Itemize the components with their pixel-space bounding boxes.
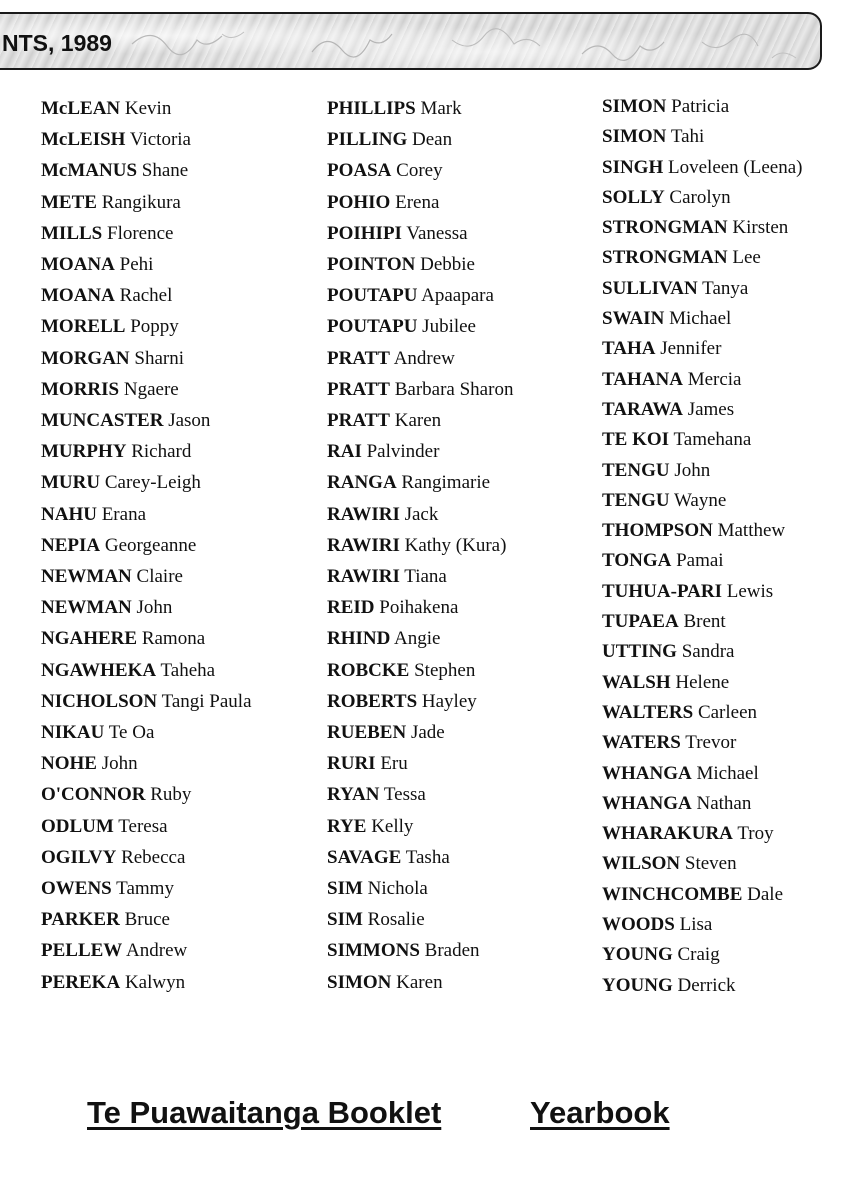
surname: RHIND	[327, 628, 391, 650]
given-name: Georgeanne	[104, 534, 197, 556]
given-name: Hayley	[421, 690, 477, 712]
given-name: Tamehana	[673, 429, 752, 451]
given-name: Sandra	[681, 641, 735, 663]
surname: MOANA	[41, 254, 115, 276]
given-name: Bruce	[124, 909, 170, 931]
name-entry	[602, 365, 803, 395]
surname: POUTAPU	[327, 316, 418, 338]
given-name: Palvinder	[366, 441, 440, 463]
surname: WATERS	[602, 732, 681, 754]
given-name: Michael	[669, 308, 732, 330]
name-entry	[41, 467, 252, 498]
given-name: Matthew	[717, 520, 786, 542]
surname: SIMON	[602, 126, 667, 148]
surname: NIKAU	[41, 722, 105, 744]
surname: SINGH	[602, 156, 664, 178]
surname: PHILLIPS	[327, 98, 416, 119]
marble-texture	[0, 14, 822, 70]
name-entry	[327, 967, 513, 998]
surname: POUTAPU	[327, 285, 418, 307]
surname: RAWIRI	[327, 503, 400, 525]
given-name: Andrew	[393, 347, 455, 369]
given-name: Loveleen (Leena)	[668, 156, 803, 178]
given-name: Victoria	[129, 129, 191, 151]
name-entry	[327, 779, 513, 810]
name-entry	[327, 467, 513, 498]
given-name: Vanessa	[406, 222, 468, 244]
name-entry	[602, 637, 803, 667]
surname: MORELL	[41, 316, 126, 338]
surname: ROBERTS	[327, 690, 418, 712]
surname: WOODS	[602, 914, 675, 936]
name-entry	[327, 811, 513, 842]
name-entry	[41, 530, 252, 561]
surname: TENGU	[602, 459, 670, 481]
given-name: Karen	[394, 410, 442, 432]
name-entry	[602, 456, 803, 486]
name-entry	[602, 668, 803, 698]
name-entry	[602, 546, 803, 576]
name-entry	[602, 880, 803, 910]
given-name: Carleen	[697, 701, 758, 723]
given-name: Helene	[675, 671, 730, 693]
surname: MORGAN	[41, 347, 130, 369]
surname: POHIO	[327, 191, 391, 213]
given-name: Barbara Sharon	[394, 378, 514, 400]
name-entry	[327, 842, 513, 873]
surname: NEWMAN	[41, 566, 132, 588]
surname: MOANA	[41, 285, 115, 307]
name-entry	[602, 910, 803, 940]
name-entry	[602, 122, 803, 152]
names-column-1	[41, 93, 252, 998]
given-name: Sharni	[134, 347, 185, 369]
name-entry	[41, 873, 252, 904]
surname: YOUNG	[602, 944, 673, 966]
name-entry	[602, 759, 803, 789]
name-entry	[327, 499, 513, 530]
given-name: Taheha	[160, 659, 216, 681]
name-entry	[602, 819, 803, 849]
given-name: John	[674, 459, 711, 481]
surname: REID	[327, 597, 375, 619]
surname: SOLLY	[602, 186, 665, 208]
surname: SIM	[327, 878, 363, 900]
name-entry	[327, 155, 513, 186]
name-entry	[327, 280, 513, 311]
given-name: Rachel	[119, 285, 173, 307]
surname: POINTON	[327, 254, 416, 276]
name-entry	[41, 842, 252, 873]
given-name: Nichola	[367, 878, 428, 900]
given-name: Dale	[747, 883, 784, 905]
name-entry	[41, 280, 252, 311]
name-entry	[327, 748, 513, 779]
surname: O'CONNOR	[41, 784, 146, 806]
given-name: Tessa	[383, 784, 426, 806]
surname: RURI	[327, 753, 376, 775]
given-name: Steven	[684, 853, 737, 875]
name-entry	[602, 971, 803, 1001]
surname: WALSH	[602, 671, 671, 693]
given-name: Poihakena	[379, 597, 459, 619]
given-name: Craig	[677, 944, 720, 966]
name-entry	[327, 904, 513, 935]
name-entry	[327, 717, 513, 748]
name-entry	[602, 274, 803, 304]
surname: SIMMONS	[327, 940, 420, 962]
names-column-3	[602, 92, 803, 1001]
name-entry	[327, 249, 513, 280]
surname: WHANGA	[602, 762, 692, 784]
surname: TUHUA-PARI	[602, 580, 722, 602]
name-entry	[41, 374, 252, 405]
surname: POIHIPI	[327, 222, 402, 244]
name-entry	[602, 243, 803, 273]
name-entry	[327, 436, 513, 467]
surname: WHARAKURA	[602, 823, 733, 845]
given-name: Richard	[131, 441, 192, 463]
given-name: Tammy	[116, 878, 174, 900]
surname: NEPIA	[41, 534, 101, 556]
name-entry	[327, 374, 513, 405]
given-name: Kevin	[124, 98, 172, 119]
surname: OGILVY	[41, 846, 117, 868]
given-name: Brent	[683, 611, 726, 633]
surname: MURPHY	[41, 441, 127, 463]
given-name: Derrick	[677, 974, 736, 996]
te-puawaitanga-booklet-link[interactable]: Te Puawaitanga Booklet	[87, 1095, 442, 1130]
given-name: Andrew	[126, 940, 188, 962]
given-name: Lee	[732, 247, 761, 269]
given-name: Mercia	[687, 368, 742, 390]
surname: PRATT	[327, 347, 390, 369]
name-entry	[41, 93, 252, 124]
name-entry	[41, 623, 252, 654]
names-column-2	[327, 93, 513, 998]
given-name: Ramona	[141, 628, 206, 650]
name-entry	[602, 789, 803, 819]
given-name: Angie	[394, 628, 441, 650]
name-entry	[41, 592, 252, 623]
surname: NGAWHEKA	[41, 659, 157, 681]
name-entry	[41, 561, 252, 592]
surname: NAHU	[41, 503, 97, 525]
given-name: Shane	[141, 160, 189, 182]
given-name: Wayne	[674, 489, 727, 511]
given-name: Trevor	[685, 732, 737, 754]
surname: SWAIN	[602, 308, 665, 330]
surname: PARKER	[41, 909, 120, 931]
surname: RUEBEN	[327, 722, 407, 744]
name-entry	[327, 124, 513, 155]
name-entry	[41, 904, 252, 935]
surname: OWENS	[41, 878, 112, 900]
given-name: Eru	[380, 753, 408, 775]
given-name: Erena	[395, 191, 440, 213]
given-name: Pehi	[119, 254, 154, 276]
name-entry	[41, 748, 252, 779]
name-entry	[327, 873, 513, 904]
given-name: Carolyn	[669, 186, 731, 208]
surname: McMANUS	[41, 160, 138, 182]
surname: TONGA	[602, 550, 672, 572]
given-name: Poppy	[130, 316, 179, 338]
surname: TENGU	[602, 489, 670, 511]
given-name: Kalwyn	[124, 971, 186, 993]
name-entry	[327, 187, 513, 218]
given-name: Jason	[168, 410, 211, 432]
surname: MURU	[41, 472, 101, 494]
given-name: James	[687, 398, 735, 420]
surname: SULLIVAN	[602, 277, 698, 299]
name-entry	[327, 561, 513, 592]
name-entry	[41, 311, 252, 342]
name-entry	[41, 655, 252, 686]
name-entry	[327, 311, 513, 342]
name-entry	[327, 623, 513, 654]
surname: TAHA	[602, 338, 656, 360]
name-entry	[602, 304, 803, 334]
surname: TAHANA	[602, 368, 683, 390]
surname: PELLEW	[41, 940, 123, 962]
page-title: NTS, 1989	[2, 30, 112, 56]
given-name: Ngaere	[123, 378, 179, 400]
name-entry	[41, 218, 252, 249]
given-name: John	[101, 753, 138, 775]
surname: THOMPSON	[602, 520, 713, 542]
surname: STRONGMAN	[602, 247, 728, 269]
given-name: Tasha	[405, 846, 450, 868]
surname: SIM	[327, 909, 363, 931]
name-entry	[602, 849, 803, 879]
surname: WILSON	[602, 853, 681, 875]
name-entry	[41, 717, 252, 748]
given-name: Tangi Paula	[161, 690, 252, 712]
surname: RYAN	[327, 784, 380, 806]
name-entry	[602, 940, 803, 970]
surname: WALTERS	[602, 701, 694, 723]
given-name: Troy	[737, 823, 774, 845]
given-name: Pamai	[676, 550, 724, 572]
surname: NGAHERE	[41, 628, 138, 650]
surname: TE KOI	[602, 429, 670, 451]
marble-header-banner	[0, 12, 822, 70]
given-name: Kelly	[371, 815, 414, 837]
name-entry	[602, 153, 803, 183]
given-name: Michael	[696, 762, 759, 784]
given-name: Jade	[410, 722, 445, 744]
surname: MORRIS	[41, 378, 120, 400]
surname: RAWIRI	[327, 534, 400, 556]
surname: SIMON	[327, 971, 392, 993]
surname: ODLUM	[41, 815, 114, 837]
name-entry	[602, 395, 803, 425]
name-entry	[602, 728, 803, 758]
given-name: Kathy (Kura)	[404, 534, 507, 556]
surname: NICHOLSON	[41, 690, 158, 712]
surname: McLEAN	[41, 98, 121, 119]
name-entry	[602, 516, 803, 546]
name-entry	[602, 92, 803, 122]
name-entry	[602, 486, 803, 516]
name-entry	[41, 343, 252, 374]
name-entry	[41, 686, 252, 717]
surname: YOUNG	[602, 974, 673, 996]
given-name: Apaapara	[421, 285, 494, 307]
name-entry	[41, 935, 252, 966]
name-entry	[327, 218, 513, 249]
given-name: Jubilee	[422, 316, 476, 338]
surname: PRATT	[327, 378, 390, 400]
given-name: Florence	[107, 222, 174, 244]
given-name: Carey-Leigh	[104, 472, 201, 494]
surname: PRATT	[327, 410, 390, 432]
surname: PILLING	[327, 129, 408, 151]
given-name: Debbie	[420, 254, 475, 276]
given-name: Lewis	[726, 580, 774, 602]
name-entry	[41, 499, 252, 530]
name-entry	[327, 343, 513, 374]
given-name: Erana	[101, 503, 147, 525]
name-entry	[602, 698, 803, 728]
given-name: Claire	[136, 566, 183, 588]
surname: UTTING	[602, 641, 677, 663]
name-entry	[602, 607, 803, 637]
name-entry	[327, 686, 513, 717]
surname: TARAWA	[602, 398, 683, 420]
surname: WHANGA	[602, 792, 692, 814]
name-entry	[327, 93, 513, 124]
surname: ROBCKE	[327, 659, 410, 681]
surname: NOHE	[41, 753, 97, 775]
given-name: Tanya	[702, 277, 749, 299]
name-entry	[41, 811, 252, 842]
given-name: Jennifer	[660, 338, 722, 360]
name-entry	[327, 530, 513, 561]
surname: WINCHCOMBE	[602, 883, 743, 905]
name-entry	[41, 155, 252, 186]
given-name: Lisa	[679, 914, 713, 936]
name-entry	[602, 425, 803, 455]
given-name: Nathan	[696, 792, 752, 814]
surname: POASA	[327, 160, 392, 182]
name-entry	[602, 334, 803, 364]
name-entry	[41, 187, 252, 218]
name-entry	[602, 183, 803, 213]
name-entry	[41, 249, 252, 280]
given-name: Tiana	[404, 566, 447, 588]
given-name: Corey	[396, 160, 443, 182]
given-name: Dean	[412, 129, 453, 151]
given-name: Patricia	[671, 96, 730, 117]
given-name: Braden	[424, 940, 480, 962]
surname: SAVAGE	[327, 846, 402, 868]
name-entry	[41, 124, 252, 155]
name-entry	[327, 405, 513, 436]
name-entry	[41, 779, 252, 810]
given-name: Rebecca	[121, 846, 186, 868]
surname: STRONGMAN	[602, 217, 728, 239]
surname: RYE	[327, 815, 367, 837]
given-name: Teresa	[118, 815, 168, 837]
given-name: Rangimarie	[401, 472, 491, 494]
yearbook-link[interactable]: Yearbook	[530, 1095, 670, 1130]
name-entry	[41, 405, 252, 436]
surname: TUPAEA	[602, 611, 679, 633]
given-name: Te Oa	[108, 722, 155, 744]
given-name: Mark	[420, 98, 462, 119]
given-name: Karen	[396, 971, 443, 993]
name-entry	[41, 967, 252, 998]
surname: McLEISH	[41, 129, 126, 151]
given-name: Tahi	[670, 126, 705, 148]
surname: RANGA	[327, 472, 397, 494]
name-entry	[327, 655, 513, 686]
given-name: Kirsten	[732, 217, 789, 239]
name-entry	[602, 213, 803, 243]
surname: NEWMAN	[41, 597, 132, 619]
name-entry	[327, 592, 513, 623]
given-name: Jack	[404, 503, 439, 525]
given-name: Rangikura	[101, 191, 181, 213]
surname: MILLS	[41, 222, 103, 244]
given-name: Rosalie	[367, 909, 425, 931]
given-name: Ruby	[150, 784, 192, 806]
surname: METE	[41, 191, 97, 213]
name-entry	[41, 436, 252, 467]
name-entry	[327, 935, 513, 966]
given-name: John	[136, 597, 173, 619]
surname: RAI	[327, 441, 362, 463]
given-name: Stephen	[414, 659, 476, 681]
name-entry	[602, 577, 803, 607]
surname: RAWIRI	[327, 566, 400, 588]
surname: PEREKA	[41, 971, 121, 993]
surname: SIMON	[602, 96, 667, 117]
surname: MUNCASTER	[41, 410, 164, 432]
